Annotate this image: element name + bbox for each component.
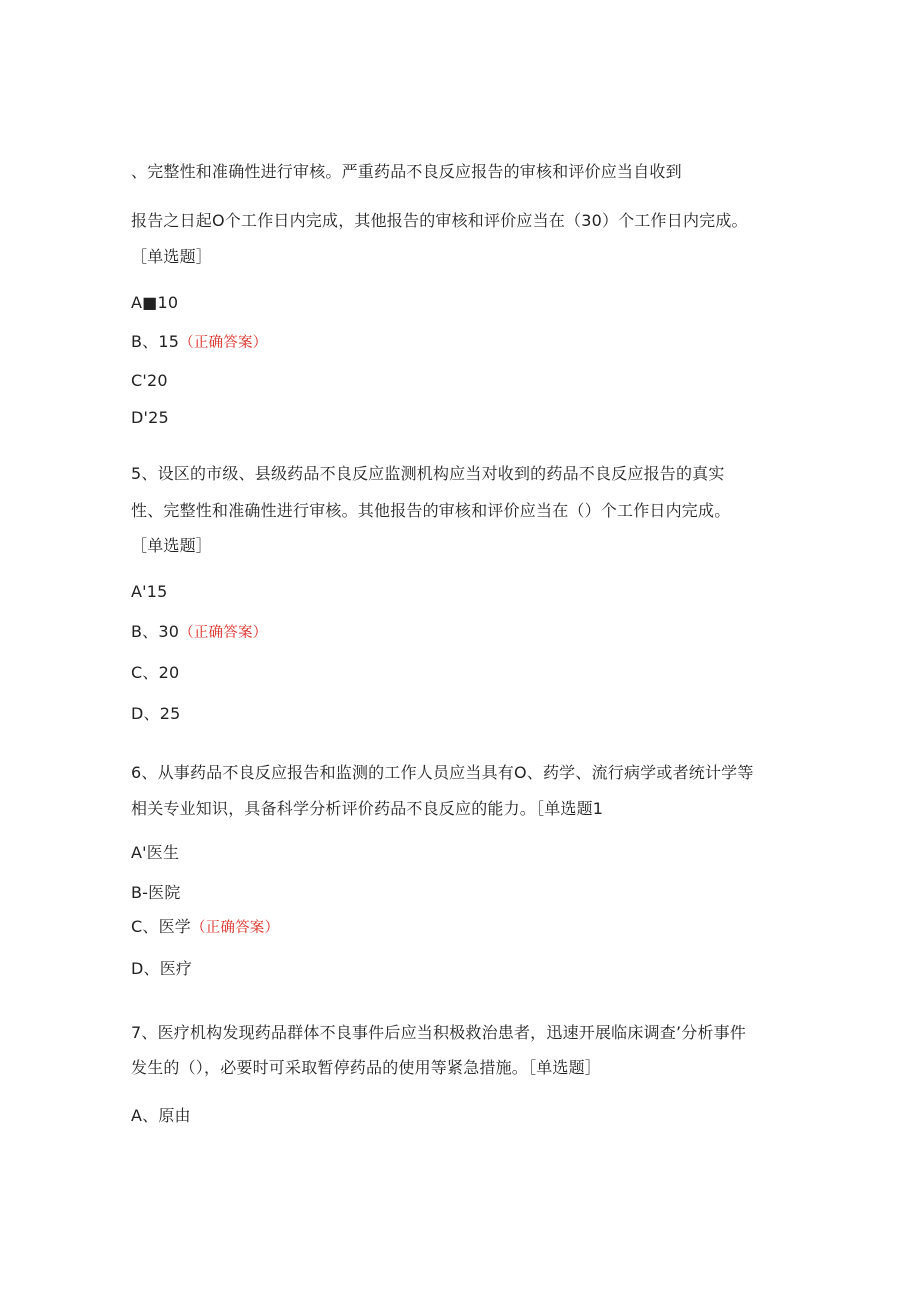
question-6-text-line-1: 6、从事药品不良反应报告和监测的工作人员应当具有O、药学、流行病学或者统计学等 — [131, 763, 754, 782]
question-4-option-c[interactable] — [131, 370, 168, 392]
option-label: A、原由 — [131, 1106, 191, 1125]
question-4-option-d[interactable] — [131, 407, 169, 429]
question-5-text-line-2: 性、完整性和准确性进行审核。其他报告的审核和评价应当在（）个工作日内完成。 — [131, 501, 731, 520]
question-4-option-a[interactable] — [131, 292, 178, 314]
question-6-option-d[interactable] — [131, 958, 192, 980]
question-4-option-b[interactable] — [131, 331, 267, 354]
option-label: B-医院 — [131, 883, 181, 902]
option-label: B、30 — [131, 622, 180, 641]
correct-answer-mark: （正确答案） — [190, 920, 280, 936]
option-label: A■10 — [131, 293, 179, 312]
question-7-text-line-1: 7、医疗机构发现药品群体不良事件后应当积极救治患者，迅速开展临床调查’分析事件 — [131, 1023, 747, 1042]
question-6-text-line-2: 相关专业知识，具备科学分析评价药品不良反应的能力。［单选题1 — [131, 799, 604, 818]
question-6-option-a[interactable] — [131, 842, 179, 864]
option-label: D、25 — [131, 704, 181, 723]
option-label: D'25 — [131, 408, 169, 427]
question-6-option-b[interactable] — [131, 882, 181, 904]
option-label: D、医疗 — [131, 959, 193, 978]
correct-answer-mark: （正确答案） — [179, 335, 268, 351]
option-label: B、15 — [131, 332, 180, 351]
question-5-option-d[interactable] — [131, 703, 180, 725]
question-4-text-line-2: 报告之日起O个工作日内完成，其他报告的审核和评价应当在（30）个工作日内完成。 — [131, 211, 748, 230]
option-label: C'20 — [131, 371, 168, 390]
option-label: C、20 — [131, 663, 180, 682]
option-label: A'医生 — [131, 843, 180, 862]
question-7-option-a[interactable] — [131, 1105, 191, 1127]
question-7-text-line-2: 发生的（），必要时可采取暂停药品的使用等紧急措施。［单选题］ — [131, 1058, 602, 1077]
question-6-option-c[interactable] — [131, 916, 279, 939]
question-5-option-b[interactable] — [131, 621, 267, 644]
question-5-type: ［单选题］ — [131, 536, 213, 555]
question-5-option-a[interactable] — [131, 581, 168, 603]
question-5-option-c[interactable] — [131, 662, 179, 684]
option-label: C、医学 — [131, 917, 191, 936]
option-label: A'15 — [131, 582, 168, 601]
question-5-text-line-1: 5、设区的市级、县级药品不良反应监测机构应当对收到的药品不良反应报告的真实 — [131, 464, 725, 483]
question-4-text-line-1: 、完整性和准确性进行审核。严重药品不良反应报告的审核和评价应当自收到 — [131, 162, 682, 181]
question-4-type: ［单选题］ — [131, 247, 213, 266]
correct-answer-mark: （正确答案） — [179, 625, 268, 641]
